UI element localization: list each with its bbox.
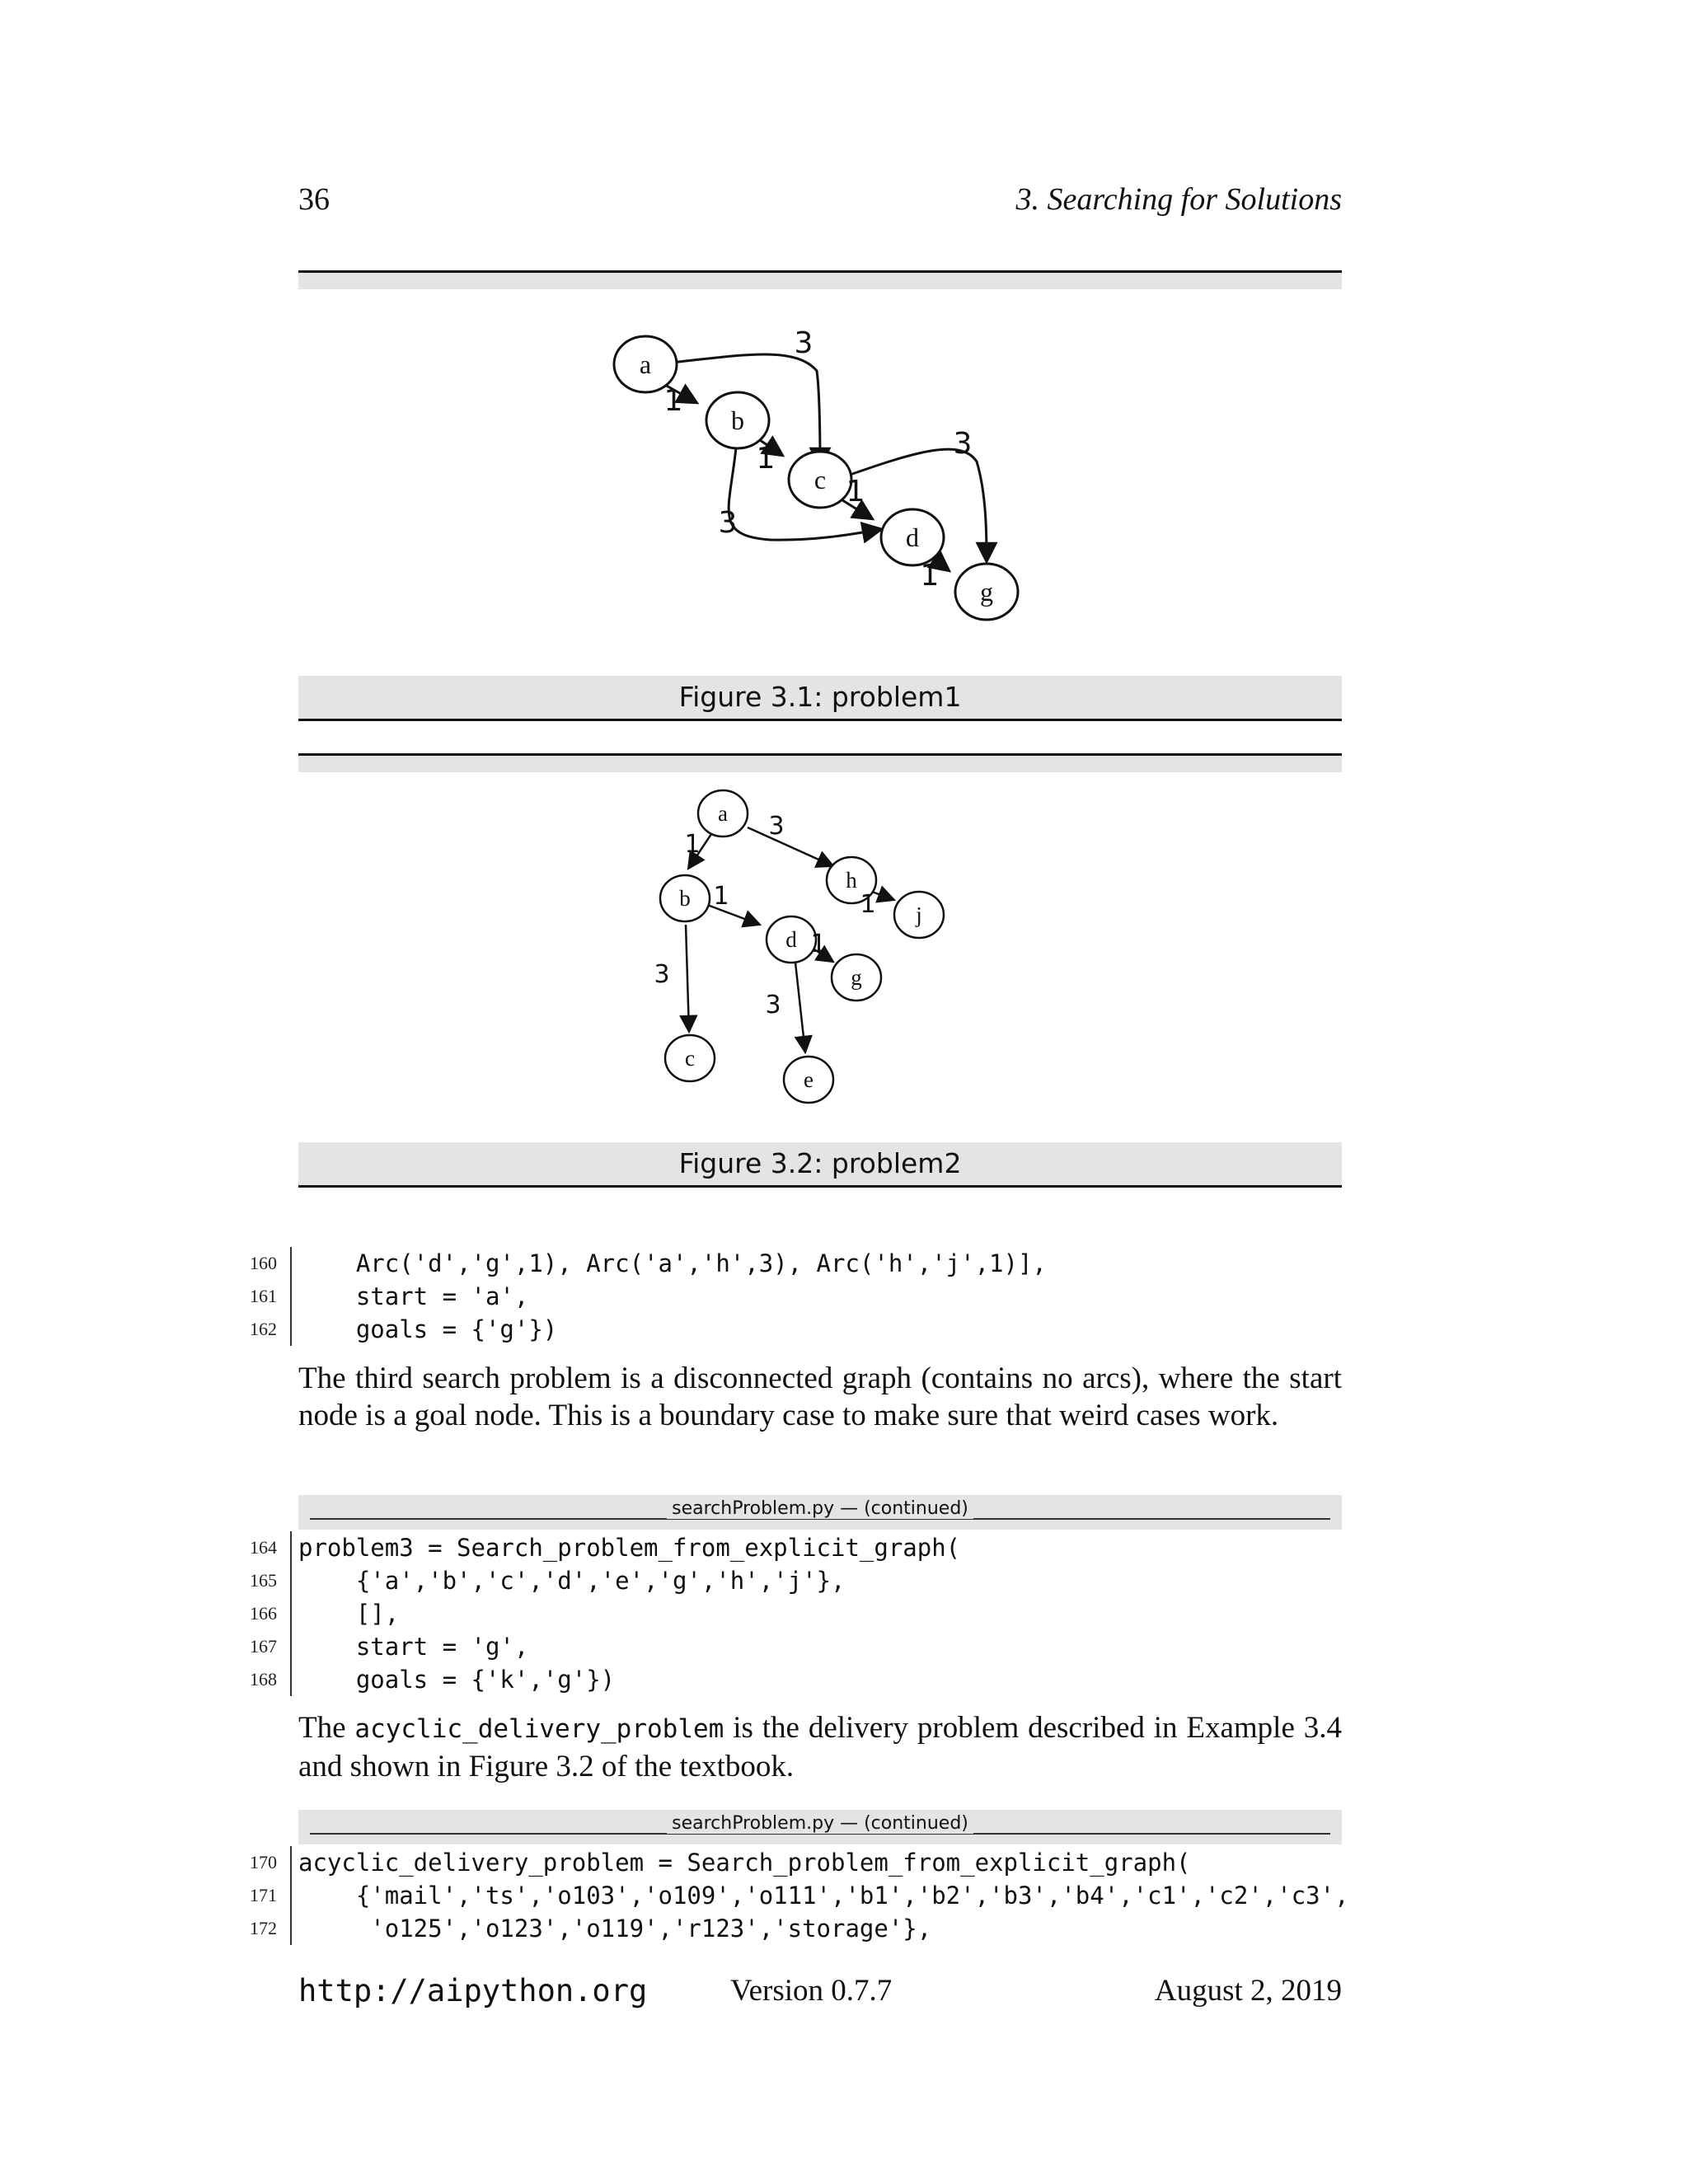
code-line	[250, 1912, 1342, 1945]
code-text: goals = {'k','g'})	[298, 1666, 616, 1694]
inline-code: acyclic_delivery_problem	[354, 1714, 724, 1744]
code-text: acyclic_delivery_problem = Search_problem_from_explicit_graph(	[298, 1849, 1191, 1877]
line-number: 161	[250, 1286, 277, 1306]
figure2-top-band	[298, 756, 1342, 772]
body-paragraph: The third search problem is a disconnected graph (contains no arcs), where the start node is a goal node. This is a boundary case to make sure that weird cases work.	[298, 1361, 1342, 1432]
text-run: The	[298, 1711, 355, 1745]
code-line	[250, 1630, 1342, 1663]
node-label: e	[804, 1067, 814, 1092]
edge-label: 3	[794, 326, 814, 360]
text-run: is the delivery problem described in Example 3.4 and shown in Figure 3.2 of the textbook.	[298, 1711, 1343, 1783]
edge-label: 3	[654, 960, 670, 989]
source-file-bar	[298, 1495, 1342, 1530]
code-text: start = 'a',	[298, 1282, 529, 1310]
node-label: d	[906, 523, 919, 552]
line-number: 171	[250, 1885, 277, 1905]
page-number: 36	[298, 182, 330, 217]
edge-d-e	[795, 963, 805, 1052]
source-file-label: searchProblem.py — (continued)	[667, 1498, 973, 1519]
figure1-caption: Figure 3.1: problem1	[298, 676, 1342, 719]
code-gutter-rule	[290, 1247, 292, 1346]
code-line	[250, 1564, 1342, 1597]
code-line	[250, 1597, 1342, 1630]
code-text: {'a','b','c','d','e','g','h','j'},	[298, 1567, 846, 1595]
node-label: a	[639, 349, 652, 379]
edge-label: 1	[756, 442, 776, 476]
edge-label: 1	[663, 384, 683, 418]
line-number: 164	[250, 1537, 277, 1558]
line-number: 166	[250, 1603, 277, 1624]
line-number: 167	[250, 1636, 277, 1657]
node-label: a	[718, 801, 728, 826]
figure1-top-band	[298, 273, 1342, 289]
code-text: [],	[298, 1600, 400, 1628]
code-text: 'o125','o123','o119','r123','storage'},	[298, 1915, 932, 1943]
code-line	[250, 1247, 1342, 1280]
code-text: goals = {'g'})	[298, 1315, 558, 1343]
line-number: 170	[250, 1852, 277, 1872]
node-label: j	[916, 902, 922, 927]
figure2-svg	[573, 783, 1067, 1113]
figure2-caption: Figure 3.2: problem2	[298, 1142, 1342, 1185]
line-number: 172	[250, 1918, 277, 1938]
node-label: c	[814, 465, 827, 494]
figure2-graph	[298, 783, 1342, 1113]
edge-label: 3	[718, 506, 738, 540]
footer-url: http://aipython.org	[298, 1973, 648, 2008]
edge-label: 1	[846, 475, 865, 509]
code-text: problem3 = Search_problem_from_explicit_graph(	[298, 1534, 961, 1562]
edge-a-h	[748, 827, 833, 866]
code-text: Arc('d','g',1), Arc('a','h',3), Arc('h','j',1)],	[298, 1249, 1047, 1277]
line-number: 162	[250, 1319, 277, 1339]
code-listing-1	[250, 1247, 1342, 1346]
edge-b-c	[686, 925, 689, 1032]
code-line	[250, 1663, 1342, 1696]
code-gutter-rule	[290, 1846, 292, 1945]
code-line	[250, 1846, 1342, 1879]
code-text: start = 'g',	[298, 1633, 529, 1661]
code-line	[250, 1313, 1342, 1346]
figure2-bottom-rule	[298, 1185, 1342, 1188]
node-label: b	[679, 886, 691, 911]
figure1-graph	[298, 313, 1342, 643]
line-number: 168	[250, 1669, 277, 1690]
edge-label: 3	[953, 427, 973, 461]
node-label: c	[685, 1046, 695, 1071]
code-listing-3	[250, 1846, 1349, 1945]
node-label: g	[851, 965, 862, 990]
edge-b-d	[703, 903, 760, 925]
body-paragraph	[298, 1709, 1342, 1785]
footer-date: August 2, 2019	[1154, 1974, 1342, 2008]
source-file-label: searchProblem.py — (continued)	[667, 1813, 973, 1834]
footer-version: Version 0.7.7	[730, 1974, 893, 2008]
code-line	[250, 1531, 1342, 1564]
node-label: d	[785, 927, 797, 952]
edge-label: 1	[684, 830, 701, 859]
code-gutter-rule	[290, 1531, 292, 1696]
code-line	[250, 1879, 1349, 1912]
line-number: 160	[250, 1253, 277, 1273]
edge-label: 1	[713, 882, 729, 911]
figure1-svg	[532, 313, 1109, 643]
edge-label: 3	[765, 991, 781, 1019]
node-label: h	[846, 868, 857, 893]
node-label: b	[731, 405, 744, 435]
code-listing-2	[250, 1531, 1342, 1696]
line-number: 165	[250, 1570, 277, 1591]
edge-label: 1	[810, 930, 827, 958]
edge-label: 1	[920, 559, 940, 593]
edge-label: 1	[860, 890, 876, 919]
chapter-title: 3. Searching for Solutions	[1015, 182, 1342, 217]
source-file-bar	[298, 1810, 1342, 1844]
code-text: {'mail','ts','o103','o109','o111','b1','b2','b3','b4','c1','c2','c3',	[298, 1882, 1349, 1910]
edge-label: 3	[768, 812, 785, 841]
code-line	[250, 1280, 1342, 1313]
figure1-bottom-rule	[298, 719, 1342, 721]
node-label: g	[980, 577, 993, 607]
